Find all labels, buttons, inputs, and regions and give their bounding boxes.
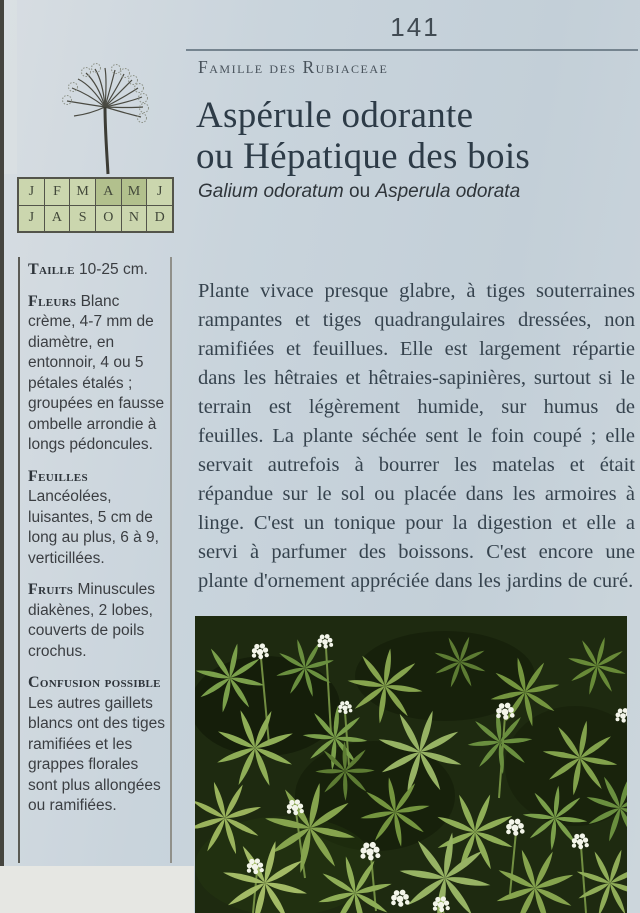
entry-text: Minuscules diakènes, 2 lobes, couverts de poils crochus. — [28, 581, 156, 660]
sidebar-entry-taille — [28, 260, 165, 281]
entry-label: Feuilles — [28, 467, 88, 485]
header-rule — [186, 49, 638, 51]
main-description: Plante vivace presque glabre, à tiges souterraines rampantes et tiges quadrangulaires dressées, non ramifiées et feuillues. Elle est largement répartie dans les hêtraies et hêtraies-sapinières, surtout si le terrain est légèrement humide, sur humus de feuilles. La plante séchée sent le foin coupé ; elle servait autrefois à bourrer les matelas et était répandue sur le sol ou placée dans les armoires à linge. C'est un tonique pour la digestion et elle a servi à parfumer des boissons. C'est encore une plante d'ornement appréciée dans les jardins de curé. — [198, 279, 635, 592]
entry-label: Confusion possible — [28, 674, 161, 691]
entry-text: Lancéolées, luisantes, 5 cm de long au plus, 6 à 9, verticillées. — [28, 488, 159, 567]
seed-head-icon — [52, 60, 158, 178]
title-line-2: ou Hépatique des bois — [196, 136, 531, 177]
photo-illustration — [195, 616, 627, 913]
sidebar-rule-right — [170, 257, 172, 863]
calendar-cell-jul: J — [19, 206, 44, 232]
latin-conjunction: ou — [349, 181, 371, 202]
family-label: Famille des Rubiaceae — [198, 57, 389, 77]
scan-light-corner — [4, 0, 17, 174]
sidebar-entry-fleurs — [28, 292, 165, 456]
sidebar-entry-feuilles — [28, 467, 165, 570]
calendar-cell-nov: N — [122, 206, 147, 232]
latin-name-2: Asperula odorata — [375, 181, 521, 202]
calendar-cell-aug: A — [45, 206, 70, 232]
calendar-cell-may: M — [122, 179, 147, 205]
flowering-calendar — [17, 177, 174, 233]
calendar-cell-mar: M — [70, 179, 95, 205]
entry-label: Taille — [28, 261, 75, 278]
calendar-cell-jan: J — [19, 179, 44, 205]
entry-label: Fruits — [28, 581, 74, 598]
entry-text: 10-25 cm. — [79, 261, 148, 278]
entry-label: Fleurs — [28, 292, 77, 310]
calendar-cell-dec: D — [147, 206, 172, 232]
characteristics-sidebar — [28, 260, 165, 828]
plant-photo — [195, 616, 627, 913]
calendar-cell-feb: F — [45, 179, 70, 205]
latin-names — [198, 181, 638, 203]
calendar-cell-sep: S — [70, 206, 95, 232]
calendar-cell-jun: J — [147, 179, 172, 205]
sidebar-entry-fruits — [28, 580, 165, 662]
scan-bottom-margin — [0, 866, 194, 913]
sidebar-rule-left — [18, 257, 20, 863]
calendar-cell-oct: O — [96, 206, 121, 232]
entry-text: Blanc crème, 4-7 mm de diamètre, en entonnoir, 4 ou 5 pétales étalés ; groupées en fausse ombelle arrondie à longs pédoncules. — [28, 292, 165, 453]
sidebar-entry-confusion — [28, 673, 165, 817]
page-number: 141 — [390, 12, 440, 42]
calendar-cell-apr: A — [96, 179, 121, 205]
page-title — [196, 95, 636, 177]
entry-text: Les autres gaillets blancs ont des tiges ramifiées et les grappes florales sont plus allongées ou ramifiées. — [28, 694, 166, 814]
title-line-1: Aspérule odorante — [196, 95, 474, 136]
latin-name-1: Galium odoratum — [198, 181, 344, 202]
